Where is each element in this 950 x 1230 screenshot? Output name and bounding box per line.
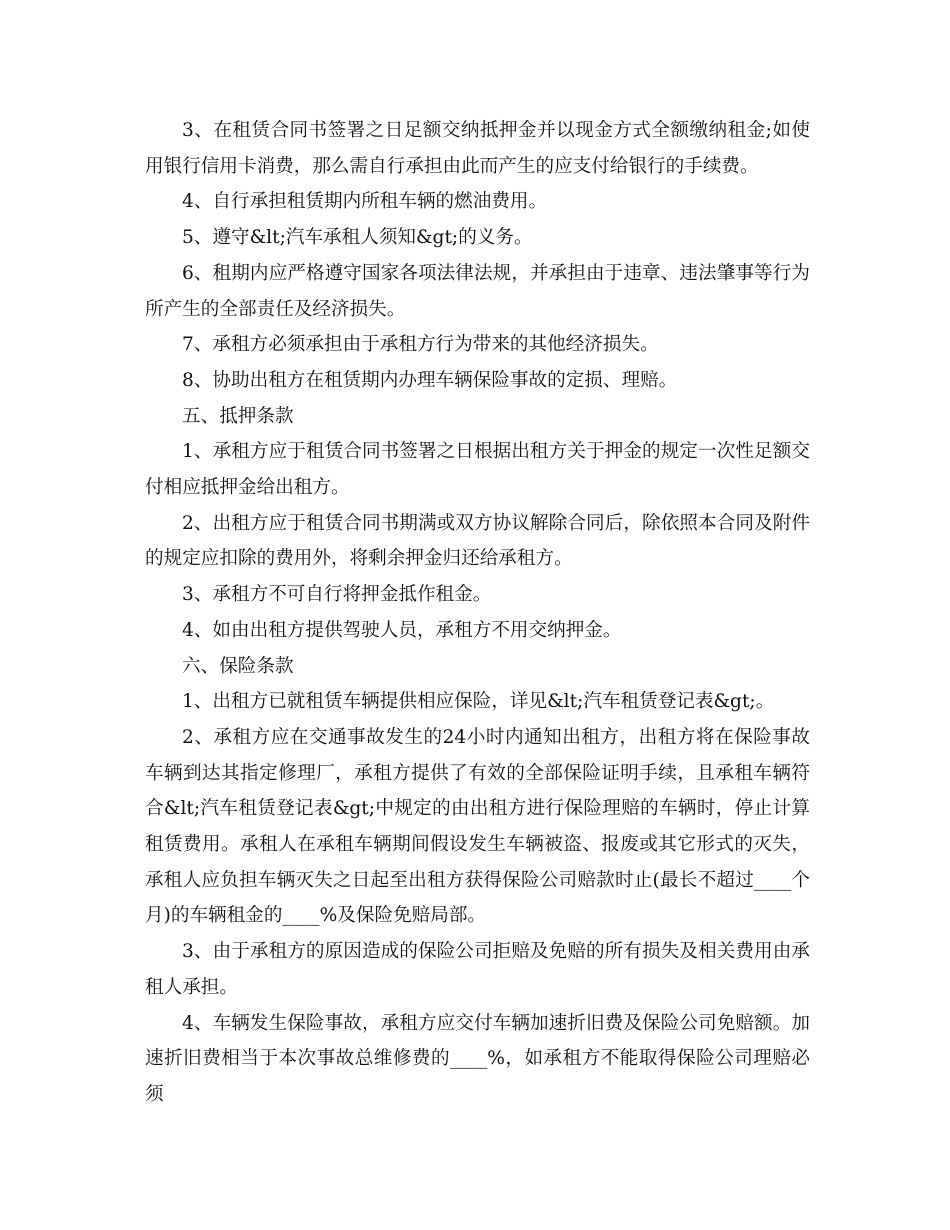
clause-6-1: 1、出租方已就租赁车辆提供相应保险，详见&lt;汽车租赁登记表&gt;。 (182, 691, 775, 713)
clause-4-8: 8、协助出租方在租赁期内办理车辆保险事故的定损、理赔。 (182, 369, 678, 391)
clause-4-6: 6、租期内应严格遵守国家各项法律法规，并承担由于违章、违法肇事等行为所产生的全部责任及经济损失。 (145, 262, 810, 320)
clause-5-1: 1、承租方应于租赁合同书签署之日根据出租方关于押金的规定一次性足额交付相应抵押金给出租方。 (145, 441, 810, 499)
document-body (145, 113, 810, 1113)
clause-4-7: 7、承租方必须承担由于承租方行为带来的其他经济损失。 (182, 334, 659, 356)
clause-4-3: 3、在租赁合同书签署之日足额交纳抵押金并以现金方式全额缴纳租金;如使用银行信用卡消费，那么需自行承担由此而产生的应支付给银行的手续费。 (145, 120, 810, 177)
clause-5-3: 3、承租方不可自行将押金抵作租金。 (182, 584, 492, 606)
clause-6-2: 2、承租方应在交通事故发生的24小时内通知出租方，出租方将在保险事故车辆到达其指定修理厂，承租方提供了有效的全部保险证明手续，且承租车辆符合&lt;汽车租赁登记表&gt;中规定的由出租方进行保险理赔的车辆时，停止计算租赁费用。承租人在承租车辆期间假设发生车辆被盗、报废或其它形式的灭失，承租人应负担车辆灭失之日起至出租方获得保险公司赔款时止(最长不超过____个月)的车辆租金的____%及保险免赔局部。 (145, 726, 810, 927)
clause-4-5: 5、遵守&lt;汽车承租人须知&gt;的义务。 (182, 227, 533, 249)
section-heading-deposit: 五、抵押条款 (182, 405, 294, 427)
clause-5-2: 2、出租方应于租赁合同书期满或双方协议解除合同后，除依照本合同及附件的规定应扣除的费用外，将剩余押金归还给承租方。 (145, 512, 810, 570)
clause-6-3: 3、由于承租方的原因造成的保险公司拒赔及免赔的所有损失及相关费用由承租人承担。 (145, 941, 810, 998)
clause-4-4: 4、自行承担租赁期内所租车辆的燃油费用。 (182, 191, 548, 213)
clause-6-4: 4、车辆发生保险事故，承租方应交付车辆加速折旧费及保险公司免赔额。加速折旧费相当于本次事故总维修费的____%，如承租方不能取得保险公司理赔必须 (145, 1012, 810, 1105)
clause-5-4: 4、如由出租方提供驾驶人员，承租方不用交纳押金。 (182, 619, 622, 641)
section-heading-insurance: 六、保险条款 (182, 655, 294, 677)
